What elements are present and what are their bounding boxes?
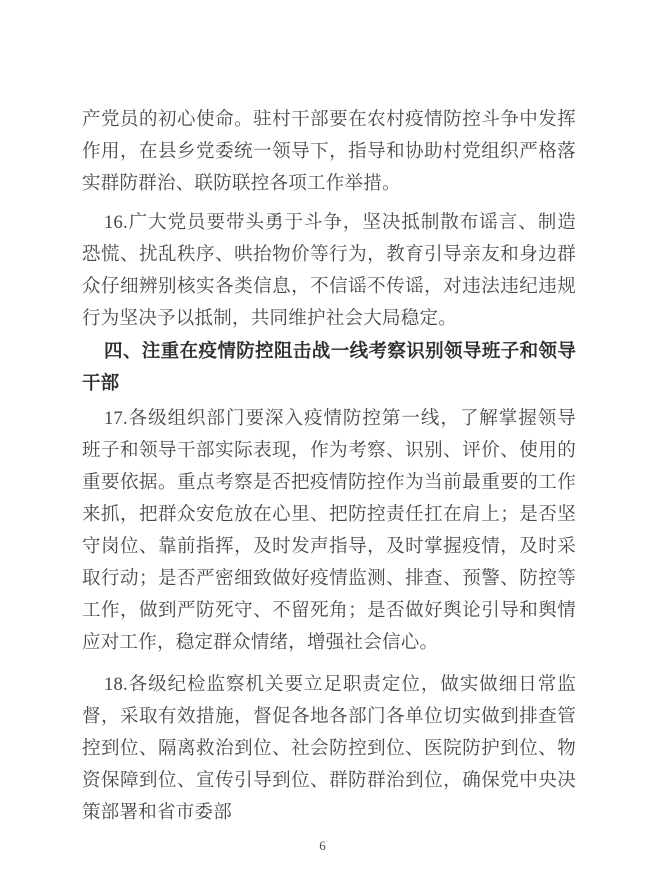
- paragraph-item-18: 18.各级纪检监察机关要立足职责定位，做实做细日常监督，采取有效措施，督促各地各部门各单位切实做到排查管控到位、隔离救治到位、社会防控到位、医院防护到位、物资保障到位、宣传引导到位、群防群治到位，确保党中央决策部署和省市委部: [82, 675, 576, 823]
- document-body: [82, 104, 576, 829]
- section-heading: 四、注重在疫情防控阻击战一线考察识别领导班子和领导干部: [82, 340, 576, 393]
- paragraph-item-17: 17.各级组织部门要深入疫情防控第一线，了解掌握领导班子和领导干部实际表现，作为考察、识别、评价、使用的重要依据。重点考察是否把疫情防控作为当前最重要的工作来抓，把群众安危放在心里、把防控责任扛在肩上；是否坚守岗位、靠前指挥，及时发声指导，及时掌握疫情，及时采取行动；是否严密细致做好疫情监测、排查、预警、防控等工作，做到严防死守、不留死角；是否做好舆论引导和舆情应对工作，稳定群众情绪，增强社会信心。: [82, 409, 576, 653]
- paragraph-continuation: 产党员的初心使命。驻村干部要在农村疫情防控斗争中发挥作用，在县乡党委统一领导下，指导和协助村党组织严格落实群防群治、联防联控各项工作举措。: [82, 110, 576, 194]
- paragraph-item-16: 16.广大党员要带头勇于斗争，坚决抵制散布谣言、制造恐慌、扰乱秩序、哄抬物价等行为，教育引导亲友和身边群众仔细辨别核实各类信息，不信谣不传谣，对违法违纪违规行为坚决予以抵制，共同维护社会大局稳定。: [82, 213, 576, 329]
- page-number: 6: [319, 838, 326, 853]
